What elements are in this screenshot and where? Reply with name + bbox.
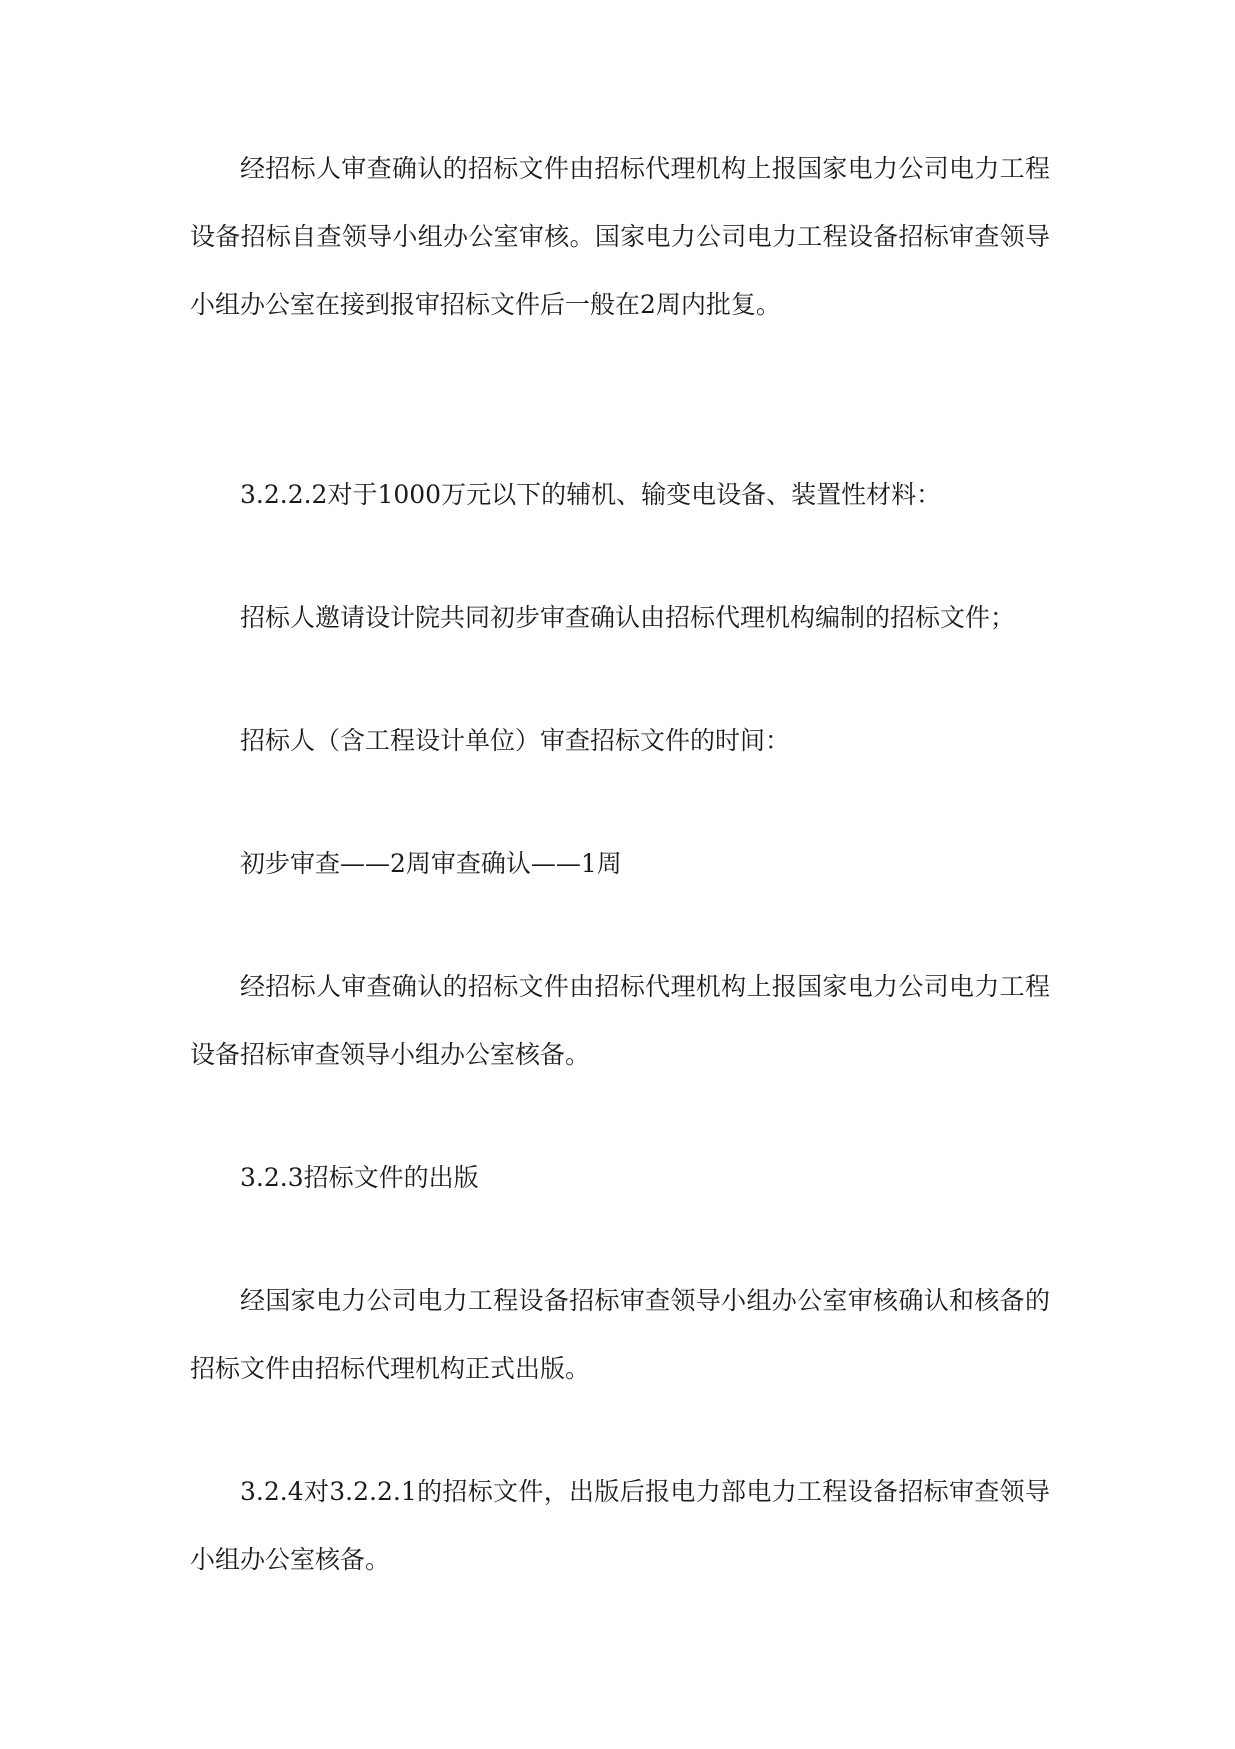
paragraph-spacer bbox=[190, 898, 1050, 953]
section-heading-3-2-2-2: 3.2.2.2对于1000万元以下的辅机、输变电设备、装置性材料： bbox=[240, 480, 942, 509]
paragraph-spacer bbox=[190, 1212, 1050, 1267]
paragraph-review-submission: 经招标人审查确认的招标文件由招标代理机构上报国家电力公司电力工程设备招标自查领导小组办公室审核。国家电力公司电力工程设备招标审查领导小组办公室在接到报审招标文件后一般在2周内批复。 bbox=[190, 154, 1050, 319]
section-heading-3-2-4: 3.2.4对3.2.2.1的招标文件，出版后报电力部电力工程设备招标审查领导小组办公室核备。 bbox=[190, 1477, 1050, 1574]
paragraph-spacer bbox=[190, 1403, 1050, 1458]
paragraph-review-durations: 初步审查——2周审查确认——1周 bbox=[240, 849, 622, 878]
paragraph-publication: 经国家电力公司电力工程设备招标审查领导小组办公室审核确认和核备的招标文件由招标代理机构正式出版。 bbox=[190, 1286, 1050, 1383]
paragraph-spacer bbox=[190, 652, 1050, 707]
paragraph-spacer bbox=[190, 339, 1050, 461]
paragraph-design-institute-review: 招标人邀请设计院共同初步审查确认由招标代理机构编制的招标文件； bbox=[240, 603, 1016, 632]
paragraph-review-time: 招标人（含工程设计单位）审查招标文件的时间： bbox=[240, 726, 791, 755]
document-body bbox=[190, 135, 1050, 1594]
paragraph-spacer bbox=[190, 1089, 1050, 1144]
paragraph-spacer bbox=[190, 529, 1050, 584]
paragraph-spacer bbox=[190, 775, 1050, 830]
section-heading-3-2-3: 3.2.3招标文件的出版 bbox=[240, 1163, 479, 1192]
paragraph-filing: 经招标人审查确认的招标文件由招标代理机构上报国家电力公司电力工程设备招标审查领导小组办公室核备。 bbox=[190, 972, 1050, 1069]
